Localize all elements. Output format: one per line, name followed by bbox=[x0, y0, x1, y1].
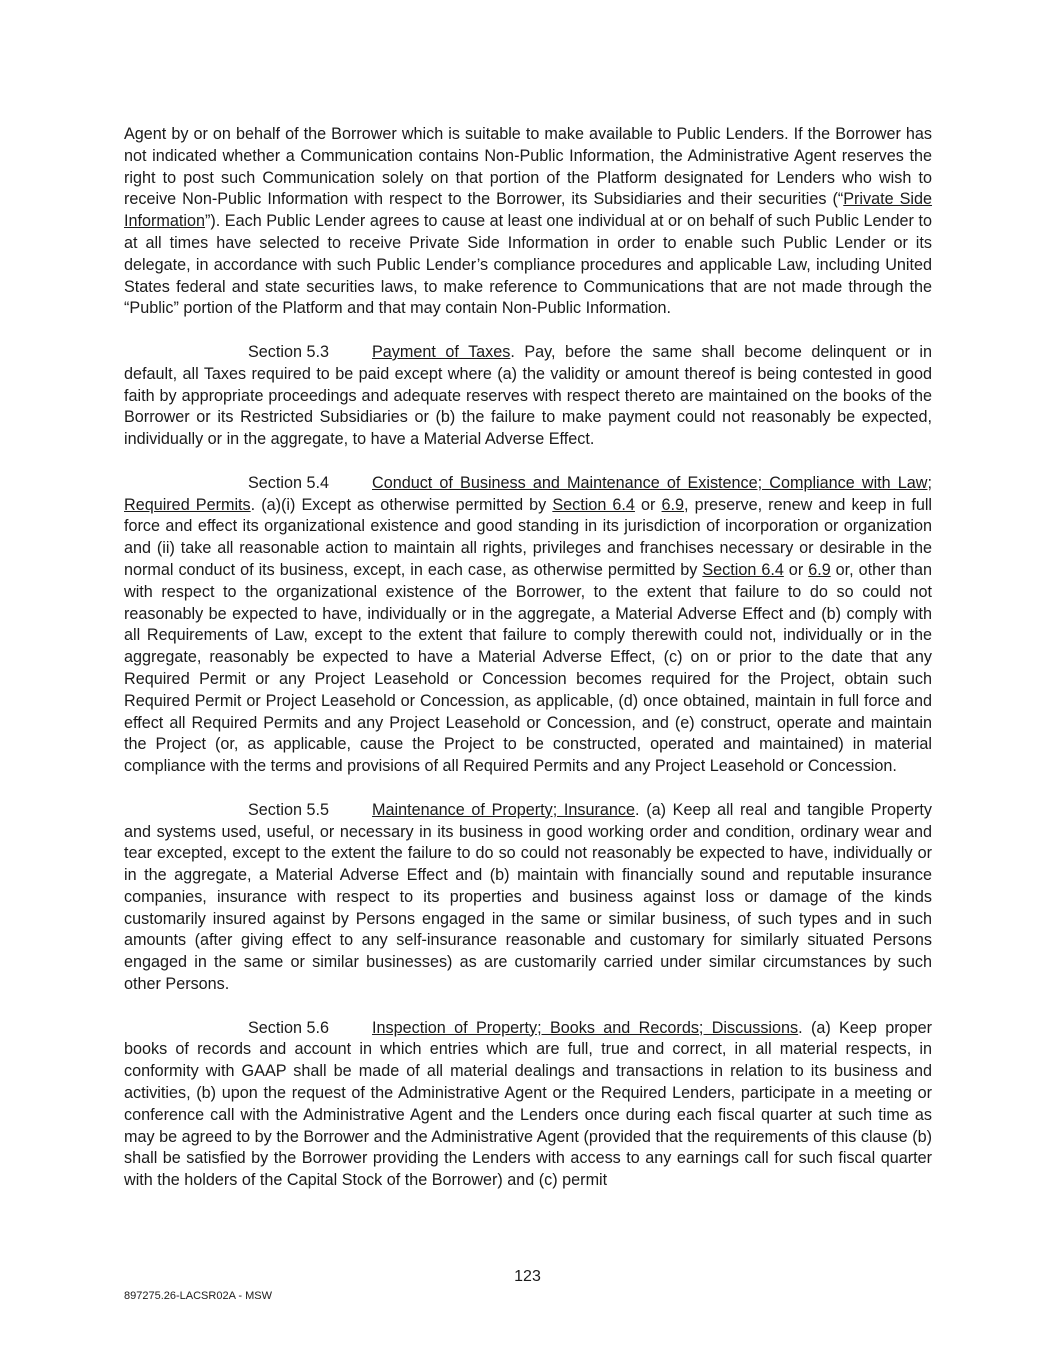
section-5-4: Section 5.4 Conduct of Business and Maintenance of Existence; Compliance with Law; Required Permits. (a)(i) Except as otherwise permitted by Section 6.4 or 6.9, preserve, renew and keep in full force and effect its organizational existence and good standing in its jurisdiction of incorporation or organization and (ii) take all reasonable action to maintain all rights, privileges and franchises necessary or desirable in the normal conduct of its business, except, in each case, as otherwise permitted by Section 6.4 or 6.9 or, other than with respect to the organizational existence of the Borrower, to the extent that failure to do so could not reasonably be expected to have, individually or in the aggregate, a Material Adverse Effect and (b) comply with all Requirements of Law, except to the extent that failure to comply therewith could not, individually or in the aggregate, reasonably be expected to have a Material Adverse Effect, (c) on or prior to the date that any Required Permit or any Project Leasehold or Concession becomes required for the Project, obtain such Required Permit or Project Leasehold or Concession, as applicable, (d) once obtained, maintain in full force and effect all Required Permits and any Project Leasehold or Concession, and (e) construct, operate and maintain the Project (or, as applicable, cause the Project to be constructed, operated and maintained) in material compliance with the terms and provisions of all Required Permits and any Project Leasehold or Concession. bbox=[124, 473, 933, 776]
section-number: Section 5.4 bbox=[248, 473, 329, 492]
defined-term-private-side-information: Private Side Information bbox=[124, 190, 932, 231]
cross-reference: 6.9 bbox=[661, 495, 685, 514]
section-5-5: Section 5.5 Maintenance of Property; Insurance. (a) Keep all real and tangible Property and systems used, useful, or necessary in its business in good working order and condition, ordinary wear and tear excepted, except to the extent the failure to do so could not reasonably be expected to have, individually or in the aggregate, a Material Adverse Effect and (b) maintain with financially sound and reputable insurance companies, insurance with respect to its properties and business against loss or damage of the kinds customarily insured against by Persons engaged in the same or similar business, of such types and in such amounts (after giving effect to any self-insurance reasonable and customary for similarly situated Persons engaged in the same or similar businesses) as are customarily carried under similar circumstances by such other Persons. bbox=[124, 800, 932, 994]
section-number: Section 5.5 bbox=[248, 800, 329, 819]
section-title: Maintenance of Property; Insurance bbox=[372, 800, 636, 819]
cross-reference: Section 6.4 bbox=[702, 560, 784, 579]
document-id: 897275.26-LACSR02A - MSW bbox=[124, 1290, 272, 1302]
section-5-3: Section 5.3 Payment of Taxes. Pay, before the same shall become delinquent or in default, all Taxes required to be paid except where (a) the validity or amount thereof is being contested in good faith by appropriate proceedings and adequate reserves with respect thereto are maintained on the books of the Borrower or its Restricted Subsidiaries or (b) the failure to make payment could not reasonably be expected, individually or in the aggregate, to have a Material Adverse Effect. bbox=[124, 342, 932, 449]
section-number: Section 5.6 bbox=[248, 1018, 329, 1037]
section-5-6: Section 5.6 Inspection of Property; Books and Records; Discussions. (a) Keep proper books of records and account in which entries which are full, true and correct, in all material respects, in conformity with GAAP shall be made of all material dealings and transactions in relation to its business and activities, (b) upon the request of the Administrative Agent or the Required Lenders, participate in a meeting or conference call with the Administrative Agent and the Lenders once during each fiscal quarter at such time as may be agreed to by the Borrower and the Administrative Agent (provided that the requirements of this clause (b) shall be satisfied by the Borrower providing the Lenders with access to any earnings call for such fiscal quarter with the holders of the Capital Stock of the Borrower) and (c) permit bbox=[124, 1018, 932, 1190]
page-number: 123 bbox=[514, 1268, 541, 1285]
cross-reference: Section 6.4 bbox=[552, 495, 635, 514]
section-title: Inspection of Property; Books and Records; Discussions bbox=[372, 1018, 799, 1037]
paragraph-continuation: Agent by or on behalf of the Borrower which is suitable to make available to Public Lenders. If the Borrower has not indicated whether a Communication contains Non-Public Information, the Administrative Agent reserves the right to post such Communication solely on that portion of the Platform designated for Lenders who wish to receive Non-Public Information with respect to the Borrower, its Subsidiaries and their securities (“Private Side Information”). Each Public Lender agrees to cause at least one individual at or on behalf of such Public Lender to at all times have selected to receive Private Side Information in order to enable such Public Lender or its delegate, in accordance with such Public Lender’s compliance procedures and applicable Law, including United States federal and state securities laws, to make reference to Communications that are not made through the “Public” portion of the Platform and that may contain Non-Public Information. bbox=[124, 125, 932, 318]
cross-reference: 6.9 bbox=[808, 560, 831, 579]
document-body bbox=[124, 124, 932, 1214]
section-title: Conduct of Business and Maintenance of Existence; Compliance with Law; Required Permits bbox=[124, 473, 932, 514]
section-title: Payment of Taxes bbox=[372, 342, 511, 361]
section-number: Section 5.3 bbox=[248, 342, 329, 361]
